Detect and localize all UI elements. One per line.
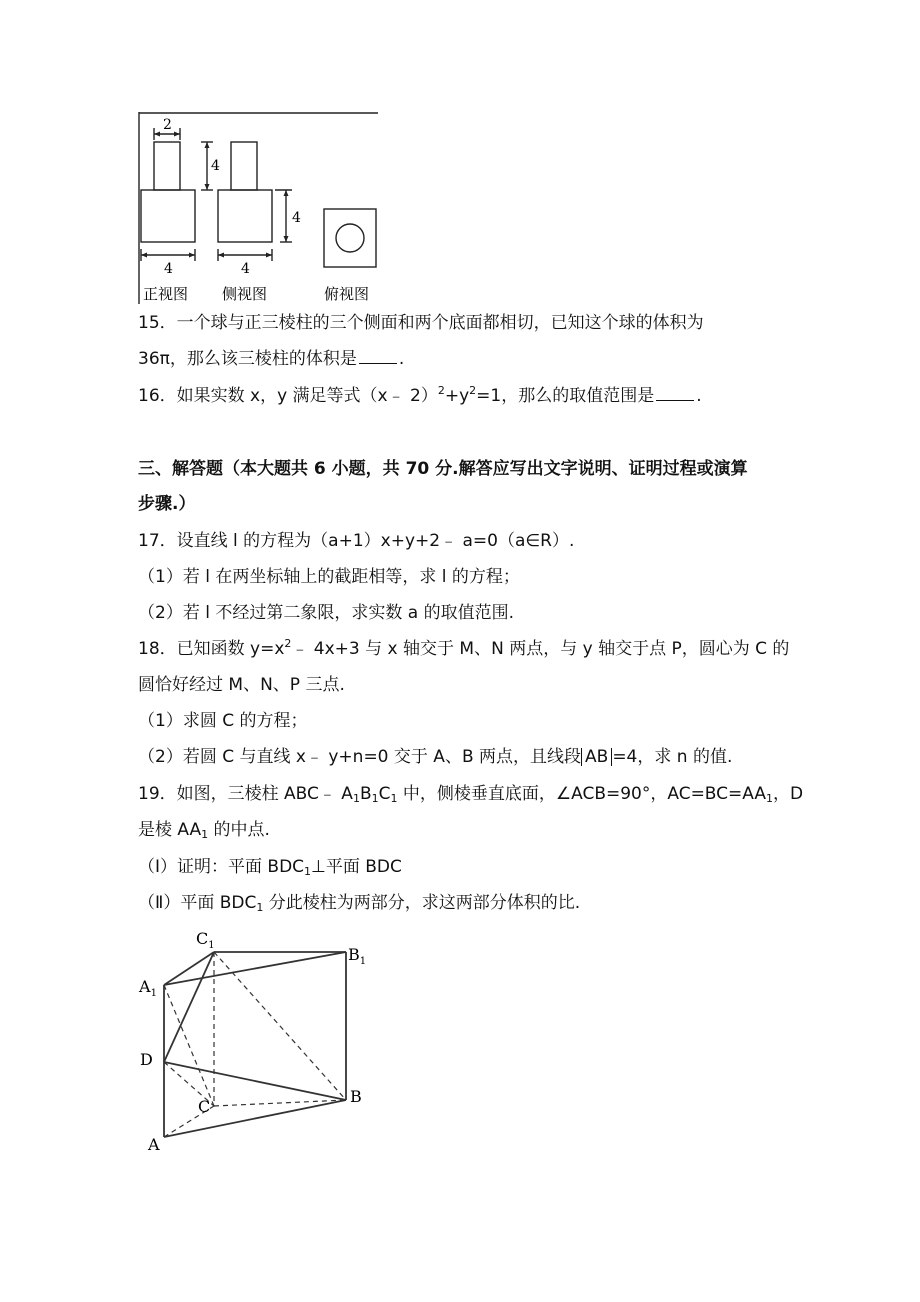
- q16-text-a: 16．如果实数 x，y 满足等式（x﹣ 2）: [138, 386, 438, 406]
- q18-text-a: 18．已知函数 y=x: [138, 639, 285, 659]
- q15-text: 36π，那么该三棱柱的体积是: [138, 349, 357, 369]
- edge-C1B-hidden: [214, 952, 346, 1100]
- top-view-label: 俯视图: [324, 285, 370, 303]
- edge-CB-hidden: [214, 1100, 346, 1106]
- q19-part2: [138, 891, 580, 915]
- q19-sub: 1: [201, 828, 209, 841]
- label-A1: $A_1$: [139, 977, 157, 999]
- q19-p1-a: （Ⅰ）证明：平面 BDC: [138, 857, 305, 877]
- q15-line2: [138, 347, 404, 371]
- section3-heading-line2: 步骤.）: [138, 494, 196, 514]
- q18-line2: 圆恰好经过 M、N、P 三点.: [138, 675, 345, 695]
- q19-part1: [138, 855, 402, 879]
- q18-part1: （1）求圆 C 的方程；: [138, 711, 308, 731]
- q19-l2-a: 是棱 AA: [138, 820, 202, 840]
- edge-AB: [164, 1100, 346, 1137]
- label-B: B: [350, 1087, 362, 1106]
- q16-period: .: [696, 386, 702, 406]
- label-B1: $B_1$: [348, 945, 367, 967]
- label-C: C: [198, 1097, 211, 1116]
- q19-l1-d: 中，侧棱垂直底面，∠ACB=90°，AC=BC=AA: [397, 784, 767, 804]
- front-view-label: 正视图: [143, 285, 189, 303]
- q19-sub: 1: [352, 792, 360, 805]
- q19-l1-c: C: [378, 784, 391, 804]
- q17-part2: （2）若 l 不经过第二象限，求实数 a 的取值范围.: [138, 603, 514, 623]
- q16-sup1: 2: [437, 384, 445, 397]
- top-view-circle: [336, 224, 364, 252]
- side-view-lower-rect: [218, 190, 272, 242]
- edge-DB: [164, 1062, 346, 1100]
- q18-text-b: ﹣ 4x+3 与 x 轴交于 M、N 两点，与 y 轴交于点 P，圆心为 C 的: [291, 639, 790, 659]
- q17-part1: （1）若 l 在两坐标轴上的截距相等，求 l 的方程；: [138, 567, 520, 587]
- q19-line1: [138, 782, 803, 806]
- q19-sub: 1: [766, 792, 774, 805]
- q19-sub: 1: [256, 901, 264, 914]
- edge-A1B1: [164, 952, 346, 985]
- dim-top-label: 2: [163, 117, 172, 133]
- q18-abs-ab: AB: [581, 748, 612, 766]
- dim-front-width-label: 4: [164, 261, 173, 277]
- q16-sup2: 2: [469, 384, 477, 397]
- dim-upper-height-label: 4: [211, 158, 220, 174]
- q18-line1: [138, 637, 789, 661]
- section3-heading-line1: 三、解答题（本大题共 6 小题，共 70 分.解答应写出文字说明、证明过程或演算: [138, 459, 748, 479]
- dim-lower-height-label: 4: [292, 210, 301, 226]
- q19-l2-b: 的中点.: [208, 820, 270, 840]
- q19-p2-a: （Ⅱ）平面 BDC: [138, 893, 257, 913]
- q16-answer-blank: [656, 384, 694, 401]
- label-C1: $C_1$: [196, 929, 215, 951]
- q19-l1-a: 19．如图，三棱柱 ABC﹣ A: [138, 784, 353, 804]
- q18-part2: [138, 745, 732, 769]
- q16-text-b: +y: [444, 386, 470, 406]
- q18-part2-text-a: （2）若圆 C 与直线 x﹣ y+n=0 交于 A、B 两点，且线段: [138, 747, 582, 767]
- q17-stem: 17．设直线 l 的方程为（a+1）x+y+2﹣ a=0（a∈R）.: [138, 531, 575, 551]
- q15-period: .: [398, 349, 405, 369]
- side-view-upper-rect: [231, 142, 257, 190]
- q15-line1: 15．一个球与正三棱柱的三个侧面和两个底面都相切，已知这个球的体积为: [138, 313, 704, 333]
- q19-line2: [138, 818, 270, 842]
- label-D: D: [140, 1050, 153, 1069]
- q19-l1-e: ，D: [773, 784, 804, 804]
- q19-sub: 1: [304, 865, 312, 878]
- q18-part2-text-b: =4，求 n 的值.: [612, 747, 733, 767]
- label-A: A: [148, 1135, 160, 1154]
- three-views-figure: [138, 112, 380, 304]
- q15-answer-blank: [359, 347, 397, 364]
- q19-sub: 1: [371, 792, 379, 805]
- q18-sup: 2: [284, 637, 292, 650]
- q19-sub: 1: [390, 792, 398, 805]
- prism-figure: [136, 922, 368, 1154]
- q19-p1-b: ⊥平面 BDC: [311, 857, 402, 877]
- q16-line: [138, 384, 702, 408]
- q19-p2-b: 分此棱柱为两部分，求这两部分体积的比.: [263, 893, 581, 913]
- q16-text-c: =1，那么的取值范围是: [476, 386, 655, 406]
- side-view-label: 侧视图: [222, 285, 268, 303]
- top-view-square: [324, 209, 376, 267]
- dim-side-width-label: 4: [241, 261, 250, 277]
- q19-l1-b: B: [359, 784, 372, 804]
- front-view-lower-rect: [141, 190, 195, 242]
- front-view-upper-rect: [154, 142, 180, 190]
